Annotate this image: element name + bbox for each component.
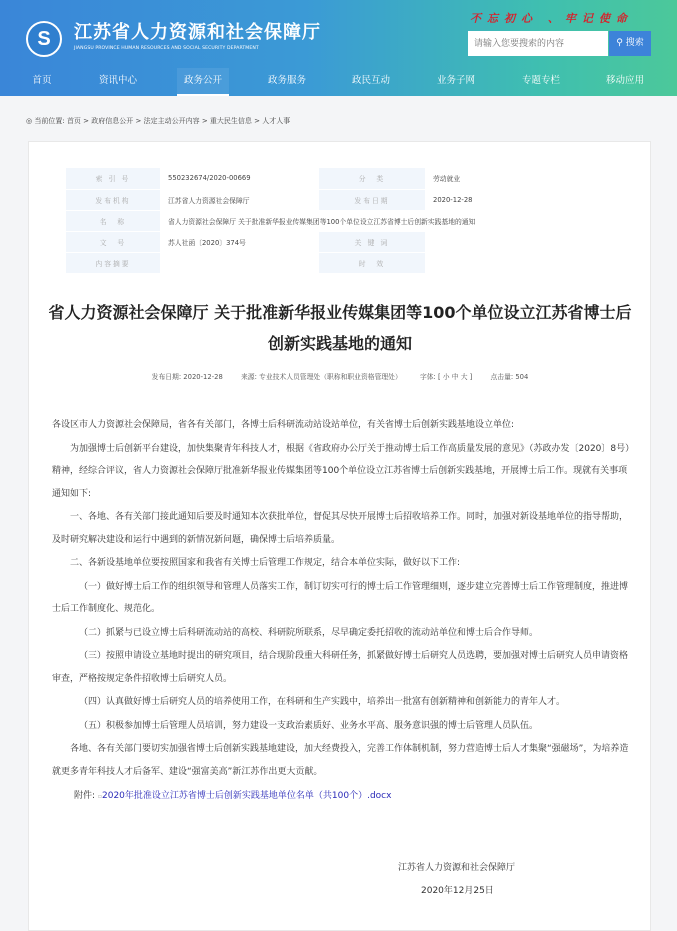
- article-body: [52, 414, 634, 784]
- file-icon: ▫: [97, 793, 102, 800]
- sign-date: 2020年12月25日: [421, 886, 494, 896]
- meta-value: [425, 231, 613, 252]
- meta-label: 名 称: [66, 210, 160, 231]
- meta-value: 2020-12-28: [425, 189, 613, 210]
- paragraph: 二、各新设基地单位要按照国家和我省有关博士后管理工作规定，结合本单位实际，做好以下工作:: [70, 558, 461, 568]
- attachment-link[interactable]: 2020年批准设立江苏省博士后创新实践基地单位名单（共100个）.docx: [102, 791, 392, 801]
- meta-value: [160, 252, 319, 273]
- nav-gov-affairs[interactable]: 政务公开: [177, 68, 229, 96]
- paragraph: 各设区市人力资源社会保障局，省各有关部门，各博士后科研流动站设站单位，有关省博士后创新实践基地设立单位:: [52, 420, 515, 430]
- meta-label: 文 号: [66, 231, 160, 252]
- breadcrumb-item[interactable]: 首页: [66, 117, 81, 125]
- attachment: [74, 788, 391, 801]
- meta-value: [425, 252, 613, 273]
- attachment-label: 附件:: [74, 791, 96, 801]
- search-input[interactable]: [468, 31, 608, 56]
- site-title: 江苏省人力资源和社会保障厅: [74, 22, 321, 43]
- breadcrumb-prefix: 当前位置:: [34, 117, 65, 125]
- article-info: [40, 371, 640, 381]
- publish-date: 发布日期: 2020-12-28: [151, 373, 223, 381]
- paragraph: （一）做好博士后工作的组织领导和管理人员落实工作，制订切实可行的博士后工作管理细则，逐步建立完善博士后工作管理制度，推进博士后工作制度化、规范化。: [52, 581, 629, 614]
- meta-label: 发布日期: [319, 189, 425, 210]
- paragraph: 一、各地、各有关部门接此通知后要及时通知本次获批单位，督促其尽快开展博士后招收培养工作。同时，加强对新设基地单位的指导帮助，及时研究解决建设和运行中遇到的新情况新问题，确保博士后培养质量。: [52, 512, 629, 545]
- site-logo-icon[interactable]: S: [26, 21, 62, 57]
- breadcrumb-item[interactable]: 人才人事: [262, 117, 291, 125]
- font-size-control[interactable]: 字体: [ 小 中 大 ]: [419, 373, 473, 381]
- site-header: [0, 0, 677, 96]
- nav-news[interactable]: 资讯中心: [98, 75, 137, 86]
- meta-value: 江苏省人力资源社会保障厅: [160, 189, 319, 210]
- meta-label: 内容摘要: [66, 252, 160, 273]
- site-subtitle: JIANGSU PROVINCE HUMAN RESOURCES AND SOCIAL SECURITY DEPARTMENT: [74, 46, 259, 51]
- meta-label: 发布机构: [66, 189, 160, 210]
- meta-label: 时 效: [319, 252, 425, 273]
- search-button[interactable]: [609, 31, 651, 56]
- location-icon: ◎: [26, 117, 35, 125]
- hit-count: 点击量: 504: [490, 373, 529, 381]
- paragraph: （四）认真做好博士后研究人员的培养使用工作，在科研和生产实践中，培养出一批富有创新精神和创新能力的青年人才。: [79, 697, 566, 707]
- signature: 江苏省人力资源和社会保障厅: [398, 863, 516, 873]
- breadcrumb-item[interactable]: 政府信息公开: [91, 117, 134, 125]
- breadcrumb-item[interactable]: 法定主动公开内容: [143, 117, 200, 125]
- paragraph: 为加强博士后创新平台建设，加快集聚青年科技人才，根据《省政府办公厅关于推动博士后工作高质量发展的意见》（苏政办发〔2020〕8号）精神，经综合评议，省人力资源社会保障厅批准新华报业传媒集团等100个单位设立江苏省博士后创新实践基地，开展博士后工作。现就有关事项通知如下:: [52, 443, 630, 499]
- meta-label: 分 类: [319, 168, 425, 189]
- search-icon: ⚲: [616, 38, 626, 48]
- meta-table: [66, 168, 613, 274]
- nav-services[interactable]: 政务服务: [267, 75, 306, 86]
- search-label: 搜索: [625, 38, 644, 48]
- breadcrumb: ◎ 当前位置: 首页 > 政府信息公开 > 法定主动公开内容 > 重大民生信息 > 人才人事: [26, 117, 291, 125]
- paragraph: （五）积极参加博士后管理人员培训，努力建设一支政治素质好、业务水平高、服务意识强的博士后管理人员队伍。: [79, 720, 539, 731]
- nav-interaction[interactable]: 政民互动: [351, 75, 390, 86]
- meta-value: 劳动就业: [425, 168, 613, 189]
- meta-value: 苏人社函〔2020〕374号: [160, 231, 319, 252]
- nav-topics[interactable]: 专题专栏: [521, 75, 560, 86]
- meta-value: 省人力资源社会保障厅 关于批准新华报业传媒集团等100个单位设立江苏省博士后创新实践基地的通知: [160, 210, 613, 231]
- nav-home[interactable]: 首页: [32, 75, 52, 86]
- article-title: 省人力资源社会保障厅 关于批准新华报业传媒集团等100个单位设立江苏省博士后: [48, 303, 632, 322]
- paragraph: 各地、各有关部门要切实加强省博士后创新实践基地建设，加大经费投入，完善工作体制机制，努力营造博士后人才集聚“强磁场”，为培养造就更多青年科技人才后备军、建设“强富美高”新江苏作出更大贡献。: [52, 744, 629, 777]
- meta-value: 550232674/2020-00669: [160, 168, 319, 189]
- nav-mobile[interactable]: 移动应用: [605, 75, 644, 86]
- article-source: 来源: 专业技术人员管理处（职称和职业资格管理处）: [240, 373, 402, 381]
- slogan: 不忘初心 、牢记使命: [470, 12, 633, 25]
- meta-label: 关 键 词: [319, 231, 425, 252]
- paragraph: （三）按照申请设立基地时提出的研究项目，结合现阶段重大科研任务，抓紧做好博士后研究人员选聘，要加强对博士后研究人员申请资格审查，严格按规定条件招收博士后研究人员。: [52, 651, 629, 684]
- main-nav: [0, 68, 677, 96]
- nav-subsites[interactable]: 业务子网: [436, 75, 475, 86]
- paragraph: （二）抓紧与已设立博士后科研流动站的高校、科研院所联系，尽早确定委托招收的流动站单位和博士后合作导师。: [79, 627, 539, 638]
- meta-label: 索 引 号: [66, 168, 160, 189]
- breadcrumb-item[interactable]: 重大民生信息: [209, 117, 252, 125]
- article-title-line2: 创新实践基地的通知: [267, 334, 412, 353]
